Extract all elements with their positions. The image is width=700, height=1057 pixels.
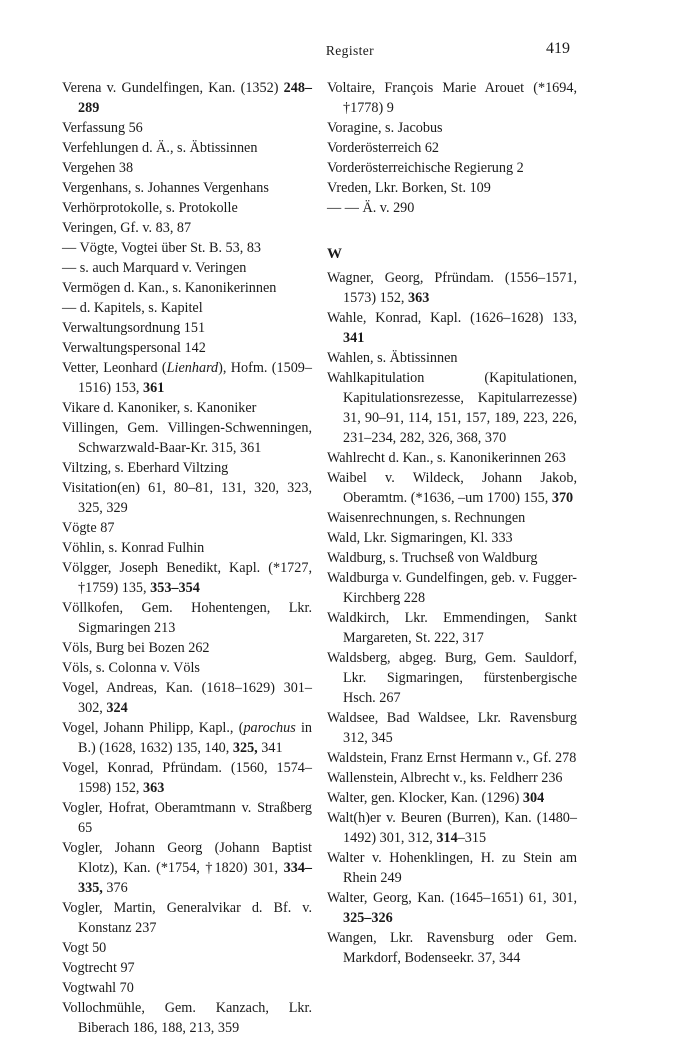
entry-text: 341 — [257, 740, 283, 756]
entry-text: Waldburga v. Gundelfingen, geb. v. Fugger-Kirchberg 228 — [327, 570, 577, 606]
index-entry — [327, 198, 577, 218]
index-entry — [62, 538, 312, 558]
entry-text: Vogler, Johann Georg (Johann Baptist Klotz), Kan. (*1754, †1820) 301, — [62, 840, 312, 876]
entry-text: Walter, gen. Klocker, Kan. (1296) — [327, 790, 523, 806]
entry-text: Verhörprotokolle, s. Protokolle — [62, 200, 238, 216]
entry-italic-text: Lienhard — [166, 360, 219, 376]
index-entry — [62, 838, 312, 898]
entry-text: Völs, s. Colonna v. Völs — [62, 660, 200, 676]
entry-text: Wallenstein, Albrecht v., ks. Feldherr 236 — [327, 770, 563, 786]
index-entry — [62, 958, 312, 978]
entry-text: — s. auch Marquard v. Veringen — [62, 260, 247, 276]
entry-text: Völgger, Joseph Benedikt, Kapl. (*1727, †1759) 135, — [62, 560, 312, 596]
entry-text: Wahlkapitulation (Kapitulationen, Kapitulationsrezesse, Kapitularrezesse) 31, 90–91, 114, 151, 157, 189, 223, 226, 231–234, 282, 326, 368, 370 — [327, 370, 577, 446]
index-entry — [62, 938, 312, 958]
index-entry — [62, 798, 312, 838]
index-entry — [62, 678, 312, 718]
index-entries-v-continued — [327, 78, 577, 218]
index-entry — [327, 308, 577, 348]
index-column-left — [62, 78, 312, 1038]
entry-text: Wahlen, s. Äbtissinnen — [327, 350, 458, 366]
entry-text: Vogt 50 — [62, 940, 107, 956]
entry-text: Walter v. Hohenklingen, H. zu Stein am Rhein 249 — [327, 850, 577, 886]
index-entry — [327, 118, 577, 138]
index-entry — [327, 508, 577, 528]
index-entry — [62, 218, 312, 238]
entry-text: Walter, Georg, Kan. (1645–1651) 61, 301, — [327, 890, 577, 906]
index-entry — [327, 158, 577, 178]
entry-text: Vogel, Johann Philipp, Kapl., ( — [62, 720, 244, 736]
index-entry — [327, 568, 577, 608]
entry-text: Waldsee, Bad Waldsee, Lkr. Ravensburg 312, 345 — [327, 710, 577, 746]
index-entry — [62, 998, 312, 1038]
index-entry — [327, 608, 577, 648]
entry-text: Vreden, Lkr. Borken, St. 109 — [327, 180, 491, 196]
index-entry — [62, 458, 312, 478]
entry-text: Vermögen d. Kan., s. Kanonikerinnen — [62, 280, 277, 296]
index-entry — [62, 238, 312, 258]
index-entry — [62, 898, 312, 938]
entry-text: Visitation(en) 61, 80–81, 131, 320, 323, 325, 329 — [62, 480, 312, 516]
entry-main-reference: 248–289 — [78, 80, 312, 116]
index-entry — [327, 708, 577, 748]
entry-text: –315 — [457, 830, 487, 846]
entry-text: 376 — [102, 880, 128, 896]
index-column-right — [327, 78, 577, 968]
index-entry — [327, 888, 577, 928]
index-entry — [327, 768, 577, 788]
index-entry — [327, 138, 577, 158]
entry-text: Wald, Lkr. Sigmaringen, Kl. 333 — [327, 530, 513, 546]
index-entry — [62, 418, 312, 458]
running-title: Register — [325, 43, 375, 58]
entry-text: Vöhlin, s. Konrad Fulhin — [62, 540, 205, 556]
index-entry — [327, 528, 577, 548]
entry-text: Waldstein, Franz Ernst Hermann v., Gf. 278 — [327, 750, 577, 766]
index-entries-w — [327, 268, 577, 968]
index-entry — [62, 978, 312, 998]
entry-text: Vogtrecht 97 — [62, 960, 135, 976]
index-entry — [62, 198, 312, 218]
entry-italic-text: parochus — [243, 720, 296, 736]
entry-text: Walt(h)er v. Beuren (Burren), Kan. (1480–1492) 301, 312, — [327, 810, 577, 846]
entry-text: Vogel, Konrad, Pfründam. (1560, 1574–1598) 152, — [62, 760, 312, 796]
index-entry — [327, 268, 577, 308]
entry-main-reference: 370 — [551, 490, 574, 506]
index-entry — [327, 548, 577, 568]
index-entry — [62, 358, 312, 398]
entry-main-reference: 324 — [106, 700, 128, 716]
entry-text: Vorderösterreichische Regierung 2 — [327, 160, 524, 176]
section-letter: W — [327, 246, 342, 262]
entry-main-reference: 325, — [232, 740, 258, 756]
index-entry — [62, 318, 312, 338]
entry-text: Vögte 87 — [62, 520, 115, 536]
index-entry — [62, 598, 312, 638]
entry-text: Verwaltungsordnung 151 — [62, 320, 206, 336]
index-entry — [62, 338, 312, 358]
entry-text: Vetter, Leonhard ( — [62, 360, 167, 376]
entry-text: Viltzing, s. Eberhard Viltzing — [62, 460, 229, 476]
entry-main-reference: 363 — [143, 780, 165, 796]
entry-main-reference: 334–335, — [78, 860, 312, 896]
entry-text: Wagner, Georg, Pfründam. (1556–1571, 1573) 152, — [327, 270, 577, 306]
entry-main-reference: 325–326 — [343, 910, 393, 926]
entry-text: Verfassung 56 — [62, 120, 143, 136]
entry-text: — Vögte, Vogtei über St. B. 53, 83 — [62, 240, 262, 256]
index-entry — [62, 118, 312, 138]
index-entry — [327, 178, 577, 198]
entry-text: Villingen, Gem. Villingen-Schwenningen, Schwarzwald-Baar-Kr. 315, 361 — [62, 420, 312, 456]
index-entry — [327, 928, 577, 968]
page-header — [0, 40, 700, 64]
entry-text: Vergehen 38 — [62, 160, 134, 176]
entry-text: Verfehlungen d. Ä., s. Äbtissinnen — [62, 140, 258, 156]
index-entry — [62, 558, 312, 598]
index-entry — [327, 448, 577, 468]
index-entry — [62, 518, 312, 538]
entry-text: Voltaire, François Marie Arouet (*1694, †1778) 9 — [327, 80, 577, 116]
entry-text: Völlkofen, Gem. Hohentengen, Lkr. Sigmaringen 213 — [62, 600, 312, 636]
entry-main-reference: 304 — [522, 790, 545, 806]
entry-text: Vogel, Andreas, Kan. (1618–1629) 301–302, — [62, 680, 312, 716]
index-entry — [62, 718, 312, 758]
index-entry — [327, 848, 577, 888]
entry-main-reference: 353–354 — [150, 580, 200, 596]
entry-text: Veringen, Gf. v. 83, 87 — [62, 220, 192, 236]
index-entry — [327, 748, 577, 768]
page-number: 419 — [546, 40, 570, 57]
entry-text: — d. Kapitels, s. Kapitel — [62, 300, 203, 316]
entry-text: Waibel v. Wildeck, Johann Jakob, Oberamtm. (*1636, –um 1700) 155, — [327, 470, 577, 506]
entry-text: Vogler, Hofrat, Oberamtmann v. Straßberg 65 — [62, 800, 312, 836]
entry-text: in B.) (1628, 1632) 135, 140, — [78, 720, 312, 756]
entry-text: Vorderösterreich 62 — [327, 140, 440, 156]
index-entry — [62, 658, 312, 678]
entry-text: Vikare d. Kanoniker, s. Kanoniker — [62, 400, 257, 416]
index-entry — [327, 808, 577, 848]
entry-text: ), Hofm. (1509–1516) 153, — [78, 360, 312, 396]
index-entry — [327, 788, 577, 808]
entry-text: Völs, Burg bei Bozen 262 — [62, 640, 210, 656]
entry-text: Wahlrecht d. Kan., s. Kanonikerinnen 263 — [327, 450, 566, 466]
index-entry — [62, 138, 312, 158]
entry-text: Voragine, s. Jacobus — [327, 120, 443, 136]
entry-text: Waldkirch, Lkr. Emmendingen, Sankt Margareten, St. 222, 317 — [327, 610, 577, 646]
index-entry — [62, 178, 312, 198]
index-entry — [327, 648, 577, 708]
index-entry — [62, 638, 312, 658]
index-entry — [62, 258, 312, 278]
entry-text: Waldburg, s. Truchseß von Waldburg — [327, 550, 538, 566]
index-entry — [327, 468, 577, 508]
entry-text: Wangen, Lkr. Ravensburg oder Gem. Markdorf, Bodenseekr. 37, 344 — [327, 930, 577, 966]
entry-text: Vogler, Martin, Generalvikar d. Bf. v. Konstanz 237 — [62, 900, 312, 936]
entry-main-reference: 341 — [343, 330, 365, 346]
index-entry — [62, 158, 312, 178]
entry-main-reference: 361 — [143, 380, 165, 396]
entry-text: Vogtwahl 70 — [62, 980, 134, 996]
index-entry — [62, 298, 312, 318]
entry-main-reference: 363 — [408, 290, 430, 306]
entry-main-reference: 314 — [436, 830, 458, 846]
entry-text: Verwaltungspersonal 142 — [62, 340, 206, 356]
index-entry — [327, 368, 577, 448]
entry-text: Vergenhans, s. Johannes Vergenhans — [62, 180, 269, 196]
entry-text: Wahle, Konrad, Kapl. (1626–1628) 133, — [327, 310, 577, 326]
entry-text: Verena v. Gundelfingen, Kan. (1352) — [62, 80, 284, 96]
index-entry — [62, 78, 312, 118]
entry-text: Vollochmühle, Gem. Kanzach, Lkr. Biberach 186, 188, 213, 359 — [62, 1000, 312, 1036]
entry-text: Waisenrechnungen, s. Rechnungen — [327, 510, 526, 526]
index-entry — [327, 348, 577, 368]
index-entry — [62, 478, 312, 518]
index-entry — [62, 278, 312, 298]
entry-text: Waldsberg, abgeg. Burg, Gem. Sauldorf, Lkr. Sigmaringen, fürstenbergische Hsch. 267 — [327, 650, 577, 706]
index-entry — [327, 78, 577, 118]
entry-text: — — Ä. v. 290 — [327, 200, 415, 216]
index-entry — [62, 398, 312, 418]
index-entry — [62, 758, 312, 798]
